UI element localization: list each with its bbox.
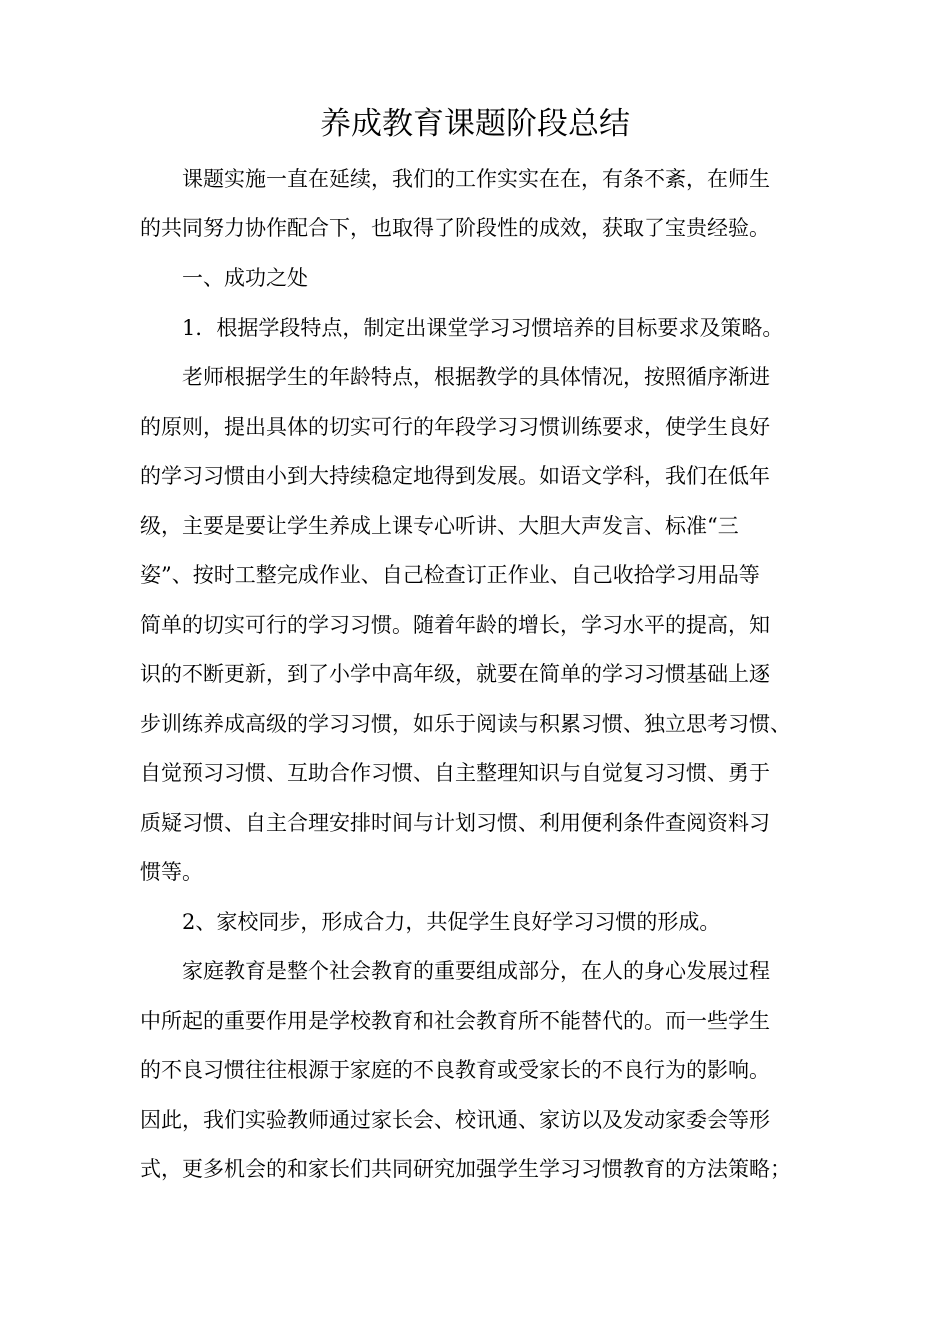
point-heading-1: 1．根据学段特点，制定出课堂学习习惯培养的目标要求及策略。 [182,316,784,340]
paragraph-line-12: 步训练养成高级的学习习惯，如乐于阅读与积累习惯、独立思考习惯、 [140,712,791,736]
paragraph-line-10: 简单的切实可行的学习习惯。随着年龄的增长，学习水平的提高，知 [140,613,770,637]
section-heading-success: 一、成功之处 [182,266,308,290]
paragraph-line-18: 中所起的重要作用是学校教育和社会教育所不能替代的。而一些学生 [140,1009,770,1033]
paragraph-line-21: 式，更多机会的和家长们共同研究加强学生学习习惯教育的方法策略； [140,1157,791,1181]
paragraph-line-17: 家庭教育是整个社会教育的重要组成部分，在人的身心发展过程 [182,959,770,983]
paragraph-line-5: 老师根据学生的年龄特点，根据教学的具体情况，按照循序渐进 [182,365,770,389]
paragraph-line-7: 的学习习惯由小到大持续稳定地得到发展。如语文学科，我们在低年 [140,464,770,488]
paragraph-line-9: 姿”、按时工整完成作业、自己检查订正作业、自己收拾学习用品等 [140,563,760,587]
paragraph-line-14: 质疑习惯、自主合理安排时间与计划习惯、利用便利条件查阅资料习 [140,811,770,835]
paragraph-line-13: 自觉预习习惯、互助合作习惯、自主整理知识与自觉复习习惯、勇于 [140,761,770,785]
paragraph-line-2: 的共同努力协作配合下，也取得了阶段性的成效，获取了宝贵经验。 [140,216,770,240]
paragraph-line-6: 的原则，提出具体的切实可行的年段学习习惯训练要求，使学生良好 [140,415,770,439]
paragraph-line-15: 惯等。 [140,860,203,884]
paragraph-line-11: 识的不断更新，到了小学中高年级，就要在简单的学习习惯基础上逐 [140,662,770,686]
paragraph-line-8: 级，主要是要让学生养成上课专心听讲、大胆大声发言、标准“三 [140,514,739,538]
paragraph-line-1: 课题实施一直在延续，我们的工作实实在在，有条不紊，在师生 [182,167,770,191]
document-title: 养成教育课题阶段总结 [320,106,630,142]
point-heading-2: 2、家校同步，形成合力，共促学生良好学习习惯的形成。 [182,910,721,934]
paragraph-line-20: 因此，我们实验教师通过家长会、校讯通、家访以及发动家委会等形 [140,1108,770,1132]
paragraph-line-19: 的不良习惯往往根源于家庭的不良教育或受家长的不良行为的影响。 [140,1058,770,1082]
